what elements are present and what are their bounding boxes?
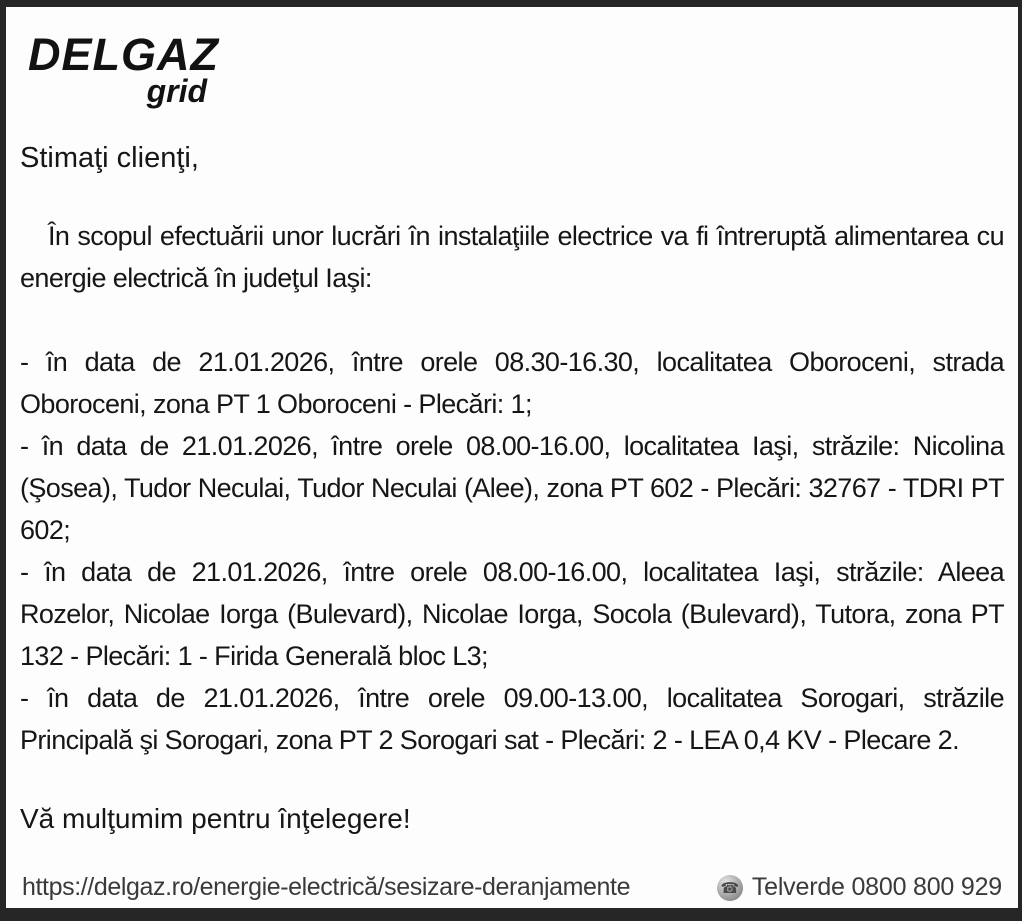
outage-item: - în data de 21.01.2026, între orele 09.00-13.00, localitatea Sorogari, străzile Principală şi Sorogari, zona PT 2 Sorogari sat - Plecări: 2 - LEA 0,4 KV - Plecare 2. — [20, 683, 1004, 756]
phone-number-label: Telverde 0800 800 929 — [751, 873, 1002, 901]
outage-item: - în data de 21.01.2026, între orele 08.00-16.00, localitatea Iaşi, străzile: Nicolina (Şosea), Tudor Neculai, Tudor Neculai (Alee), zona PT 602 - Plecări: 32767 - TDRI PT 602; — [20, 431, 1004, 546]
logo-wordmark: DELGAZ — [28, 29, 219, 80]
footer-url-link[interactable]: https://delgaz.ro/energie-electrică/sesizare-deranjamente — [22, 873, 631, 901]
logo-subtitle: grid — [146, 73, 207, 109]
greeting-text: Stimaţi clienţi, — [20, 142, 199, 175]
closing-text: Vă mulţumim pentru înţelegere! — [20, 803, 411, 835]
outage-list — [20, 341, 1004, 761]
outage-item: - în data de 21.01.2026, între orele 08.30-16.30, localitatea Oboroceni, strada Oboroceni, zona PT 1 Oboroceni - Plecări: 1; — [20, 347, 1004, 420]
delgaz-grid-logo — [28, 29, 219, 109]
outage-item: - în data de 21.01.2026, între orele 08.00-16.00, localitatea Iaşi, străzile: Aleea Rozelor, Nicolae Iorga (Bulevard), Nicolae Iorga, Socola (Bulevard), Tutora, zona PT 132 - Plecări: 1 - Firida Generală bloc L3; — [20, 557, 1004, 672]
footer-bar — [20, 873, 1004, 908]
telephone-icon: ☎ — [717, 875, 743, 901]
phone-contact — [717, 873, 1002, 902]
intro-paragraph: În scopul efectuării unor lucrări în instalaţiile electrice va fi întreruptă alimentarea cu energie electrică în judeţul Iaşi: — [20, 221, 1004, 294]
